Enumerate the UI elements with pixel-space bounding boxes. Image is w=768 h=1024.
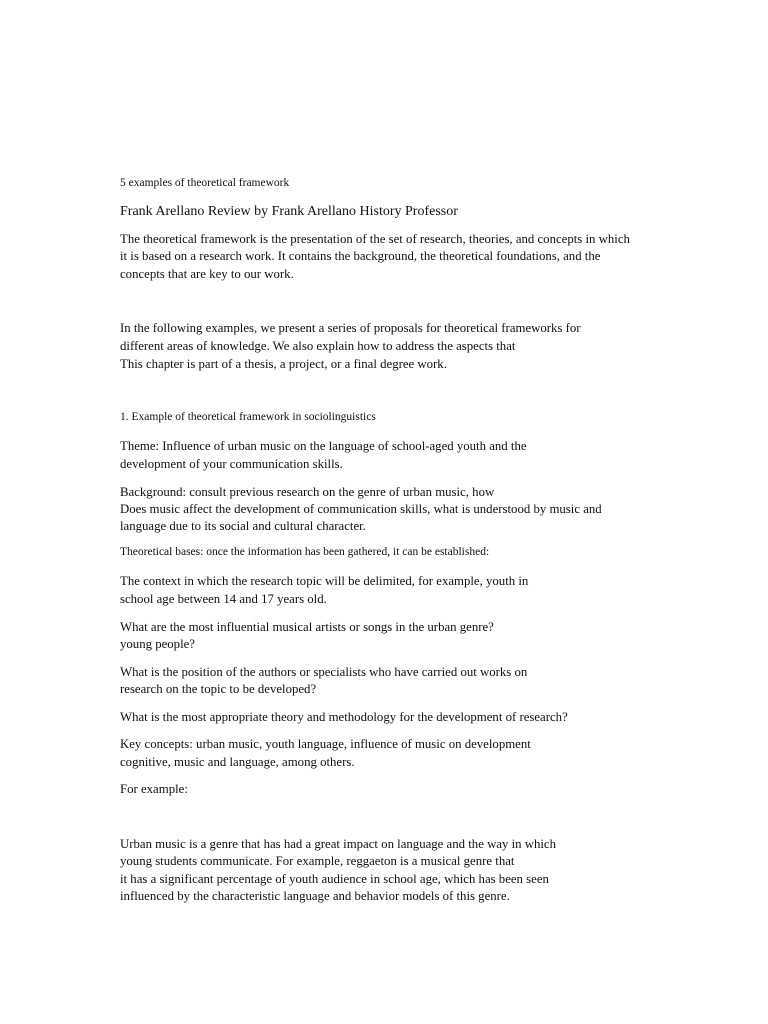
document-small-title: 5 examples of theoretical framework — [120, 177, 290, 189]
intro-line-3: concepts that are key to our work. — [120, 267, 294, 281]
section1-heading: 1. Example of theoretical framework in sociolinguistics — [120, 411, 376, 423]
context-line-2: school age between 14 and 17 years old. — [120, 592, 327, 606]
background-line-1: Background: consult previous research on the genre of urban music, how — [120, 485, 495, 499]
theoretical-bases: Theoretical bases: once the information has been gathered, it can be established: — [120, 546, 490, 558]
intro-line-1: The theoretical framework is the presentation of the set of research, theories, and concepts in which — [120, 232, 630, 246]
examples-intro-line-3: This chapter is part of a thesis, a project, or a final degree work. — [120, 357, 447, 371]
context-line-1: The context in which the research topic will be delimited, for example, youth in — [120, 574, 529, 588]
key-concepts-line-1: Key concepts: urban music, youth language, influence of music on development — [120, 737, 531, 751]
urban-music-line-2: young students communicate. For example, reggaeton is a musical genre that — [120, 854, 515, 868]
key-concepts-line-2: cognitive, music and language, among others. — [120, 755, 355, 769]
authors-line-1: What is the position of the authors or specialists who have carried out works on — [120, 665, 528, 679]
urban-music-line-4: influenced by the characteristic language and behavior models of this genre. — [120, 889, 510, 903]
background-line-3: language due to its social and cultural character. — [120, 519, 366, 533]
artists-line-2: young people? — [120, 637, 195, 651]
for-example-line: For example: — [120, 782, 188, 796]
author-line: Frank Arellano Review by Frank Arellano History Professor — [120, 204, 458, 219]
examples-intro-line-2: different areas of knowledge. We also explain how to address the aspects that — [120, 339, 516, 353]
urban-music-line-3: it has a significant percentage of youth audience in school age, which has been seen — [120, 872, 549, 886]
theme-line-2: development of your communication skills. — [120, 457, 343, 471]
authors-line-2: research on the topic to be developed? — [120, 682, 317, 696]
examples-intro-line-1: In the following examples, we present a series of proposals for theoretical frameworks for — [120, 321, 581, 335]
intro-line-2: it is based on a research work. It contains the background, the theoretical foundations, and the — [120, 249, 601, 263]
theory-line: What is the most appropriate theory and methodology for the development of research? — [120, 710, 568, 724]
artists-line-1: What are the most influential musical artists or songs in the urban genre? — [120, 620, 494, 634]
background-line-2: Does music affect the development of communication skills, what is understood by music and — [120, 502, 602, 516]
theme-line-1: Theme: Influence of urban music on the language of school-aged youth and the — [120, 439, 527, 453]
urban-music-line-1: Urban music is a genre that has had a great impact on language and the way in which — [120, 837, 557, 851]
